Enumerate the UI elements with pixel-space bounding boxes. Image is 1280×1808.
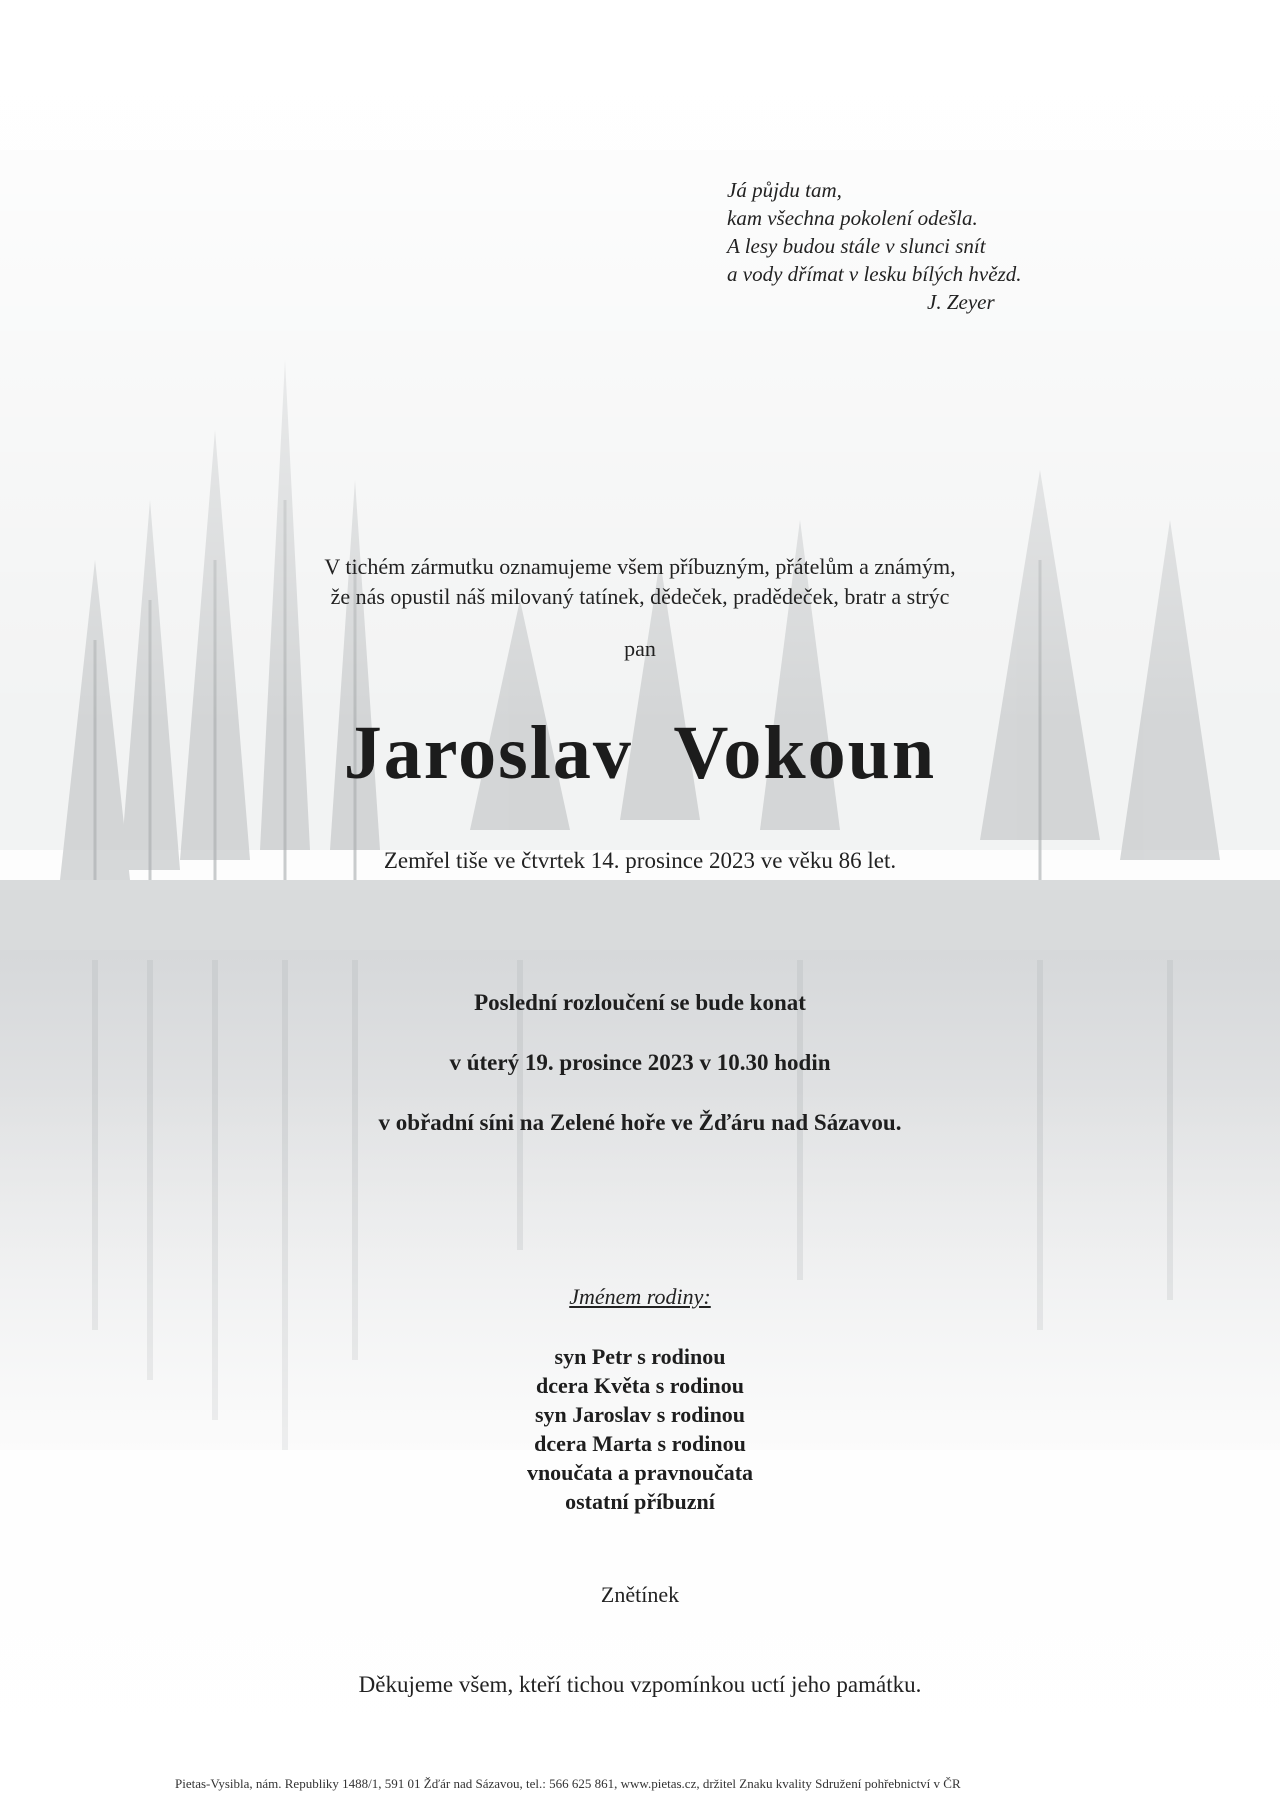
- family-member: syn Jaroslav s rodinou: [534, 1402, 746, 1427]
- funeral-home-footer: Pietas-Vysibla, nám. Republiky 1488/1, 591 01 Žďár nad Sázavou, tel.: 566 625 861, www.pietas.cz, držitel Znaku kvality Sdružení pohřebnictví v ČR: [175, 1776, 961, 1791]
- place-name: Znětínek: [600, 1582, 680, 1607]
- funeral-line-2: v úterý 19. prosince 2023 v 10.30 hodin: [449, 1050, 831, 1075]
- family-list: [0, 1342, 1280, 1516]
- honorific: pan: [624, 636, 656, 661]
- announcement-text: [0, 552, 1280, 612]
- family-member: syn Petr s rodinou: [554, 1344, 726, 1369]
- funeral-line-3: v obřadní síni na Zelené hoře ve Žďáru nad Sázavou.: [378, 1110, 902, 1135]
- poem-line: Já půjdu tam,: [727, 178, 842, 202]
- poem-line: kam všechna pokolení odešla.: [727, 206, 978, 230]
- family-member: dcera Marta s rodinou: [534, 1431, 746, 1456]
- announcement-line: že nás opustil náš milovaný tatínek, dědeček, pradědeček, bratr a strýc: [330, 584, 950, 609]
- poem-quote: [727, 176, 1147, 316]
- deceased-name: Jaroslav Vokoun: [343, 711, 937, 795]
- family-heading: Jménem rodiny:: [569, 1284, 711, 1309]
- thanks-text: Děkujeme všem, kteří tichou vzpomínkou uctí jeho památku.: [358, 1672, 922, 1697]
- family-member: ostatní příbuzní: [565, 1489, 715, 1514]
- family-member: vnoučata a pravnoučata: [526, 1460, 754, 1485]
- family-member: dcera Květa s rodinou: [536, 1373, 744, 1398]
- poem-author: J. Zeyer: [927, 290, 995, 314]
- poem-line: A lesy budou stále v slunci snít: [727, 234, 986, 258]
- funeral-line-1: Poslední rozloučení se bude konat: [474, 990, 806, 1015]
- announcement-line: V tichém zármutku oznamujeme všem příbuzným, přátelům a známým,: [324, 554, 956, 579]
- poem-line: a vody dřímat v lesku bílých hvězd.: [727, 262, 1022, 286]
- death-notice: Zemřel tiše ve čtvrtek 14. prosince 2023 ve věku 86 let.: [383, 848, 897, 873]
